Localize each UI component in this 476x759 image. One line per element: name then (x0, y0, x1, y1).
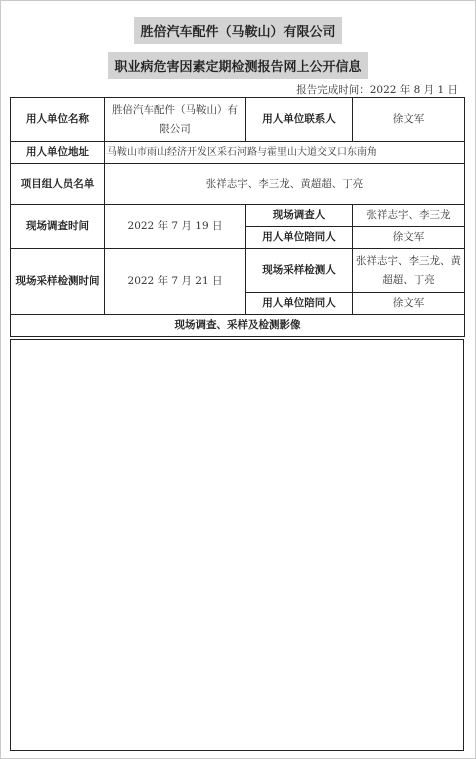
escort-value-2: 徐文军 (353, 293, 465, 315)
table-row (11, 249, 465, 293)
escort-label-1: 用人单位陪同人 (246, 227, 353, 249)
survey-time-label: 现场调查时间 (11, 205, 105, 249)
report-date-value: 2022 年 8 月 1 日 (369, 84, 458, 96)
table-row (11, 142, 465, 164)
survey-time-value: 2022 年 7 月 19 日 (105, 205, 246, 249)
surveyor-value: 张祥志宇、李三龙 (353, 205, 465, 227)
contact-label: 用人单位联系人 (246, 98, 353, 142)
company-title-text: 胜倍汽车配件（马鞍山）有限公司 (134, 17, 341, 44)
sampling-time-label: 现场采样检测时间 (11, 249, 105, 315)
contact-value: 徐文军 (353, 98, 465, 142)
escort-value-1: 徐文军 (353, 227, 465, 249)
table-row (11, 315, 465, 337)
sampling-time-value: 2022 年 7 月 21 日 (105, 249, 246, 315)
team-value: 张祥志宇、李三龙、黄超超、丁亮 (105, 164, 465, 205)
address-label: 用人单位地址 (11, 142, 105, 164)
address-value: 马鞍山市雨山经济开发区采石河路与霍里山大道交叉口东南角 (105, 142, 465, 164)
document-title (0, 52, 476, 79)
escort-label-2: 用人单位陪同人 (246, 293, 353, 315)
sampler-label: 现场采样检测人 (246, 249, 353, 293)
table-row (11, 205, 465, 227)
report-date-label: 报告完成时间： (296, 84, 370, 96)
company-title (0, 17, 476, 44)
photo-area (10, 339, 464, 751)
info-table (10, 97, 465, 337)
table-row (11, 164, 465, 205)
team-label: 项目组人员名单 (11, 164, 105, 205)
document-title-text: 职业病危害因素定期检测报告网上公开信息 (108, 52, 367, 79)
employer-name-value: 胜倍汽车配件（马鞍山）有限公司 (105, 98, 246, 142)
surveyor-label: 现场调查人 (246, 205, 353, 227)
photo-section-header: 现场调查、采样及检测影像 (11, 315, 465, 337)
sampler-value: 张祥志宇、李三龙、黄超超、丁亮 (353, 249, 465, 293)
report-date (296, 82, 458, 97)
employer-name-label: 用人单位名称 (11, 98, 105, 142)
table-row (11, 98, 465, 142)
